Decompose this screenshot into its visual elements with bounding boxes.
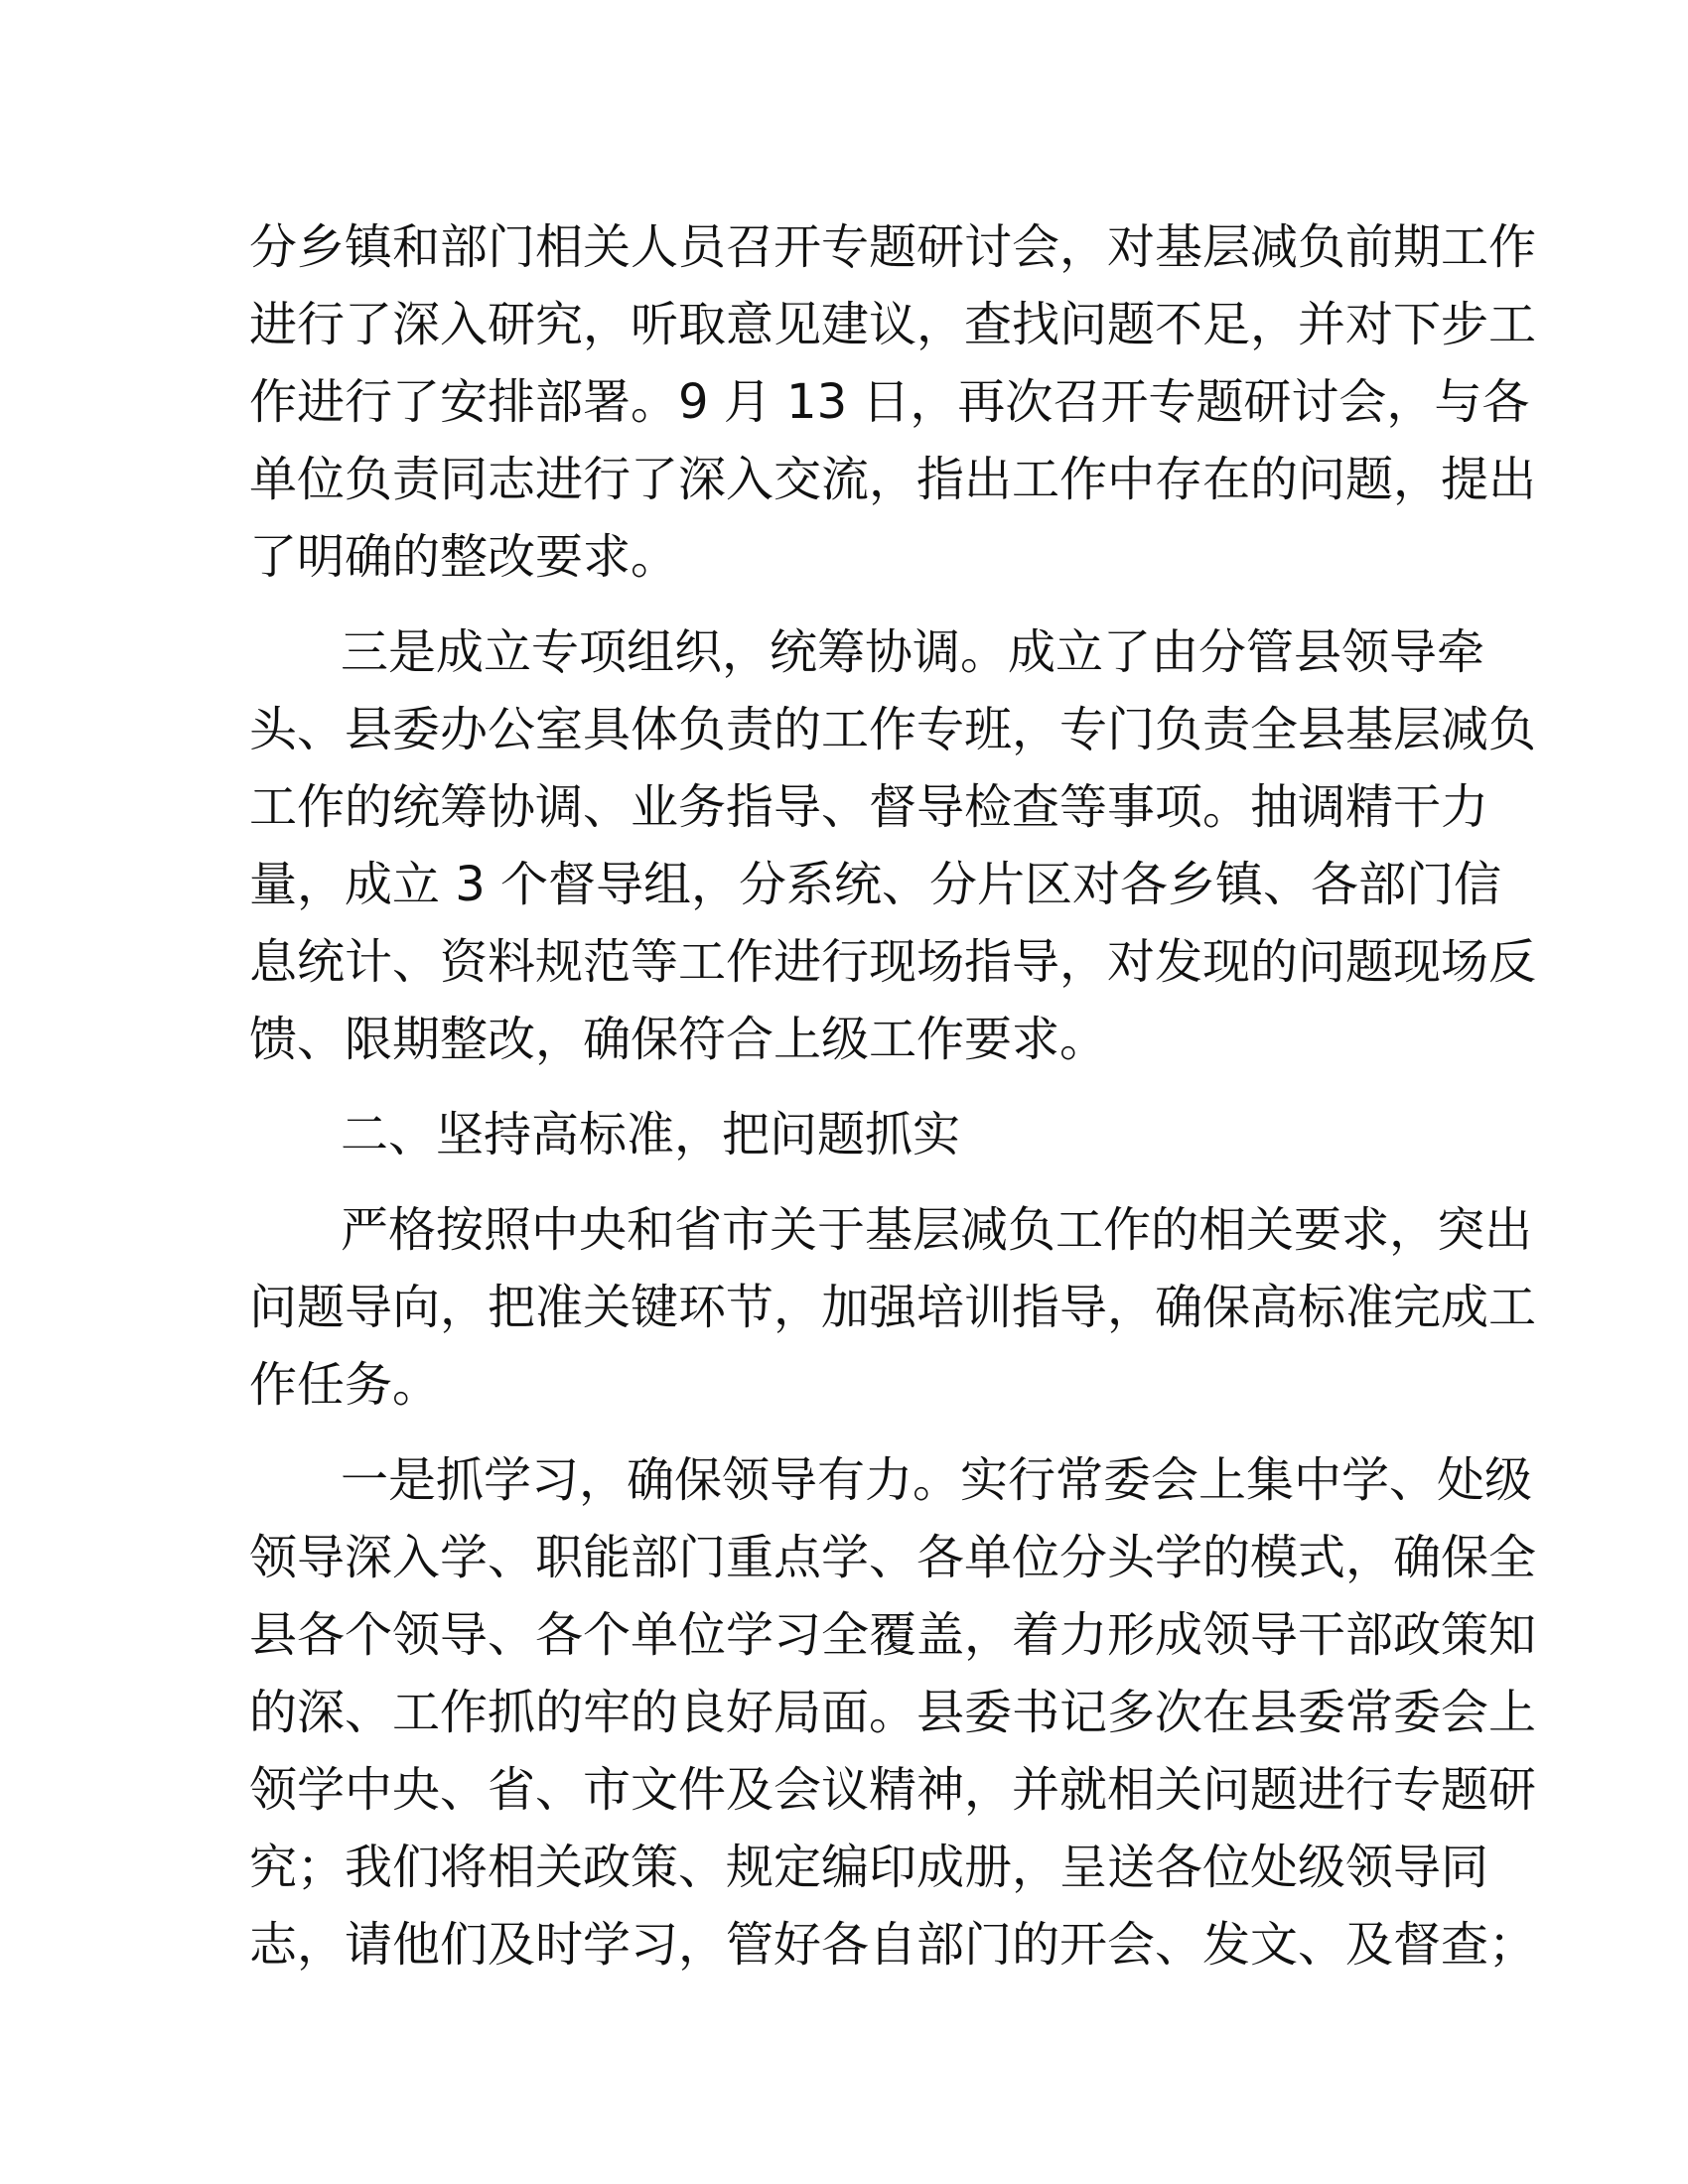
text-line: 领学中央、省、市文件及会议精神，并就相关问题进行专题研	[249, 1762, 1537, 1818]
text-line: 息统计、资料规范等工作进行现场指导，对发现的问题现场反	[249, 934, 1537, 990]
text-line: 头、县委办公室具体负责的工作专班，专门负责全县基层减负	[249, 702, 1537, 757]
text-line: 了明确的整改要求。	[249, 529, 679, 585]
text-line: 领导深入学、职能部门重点学、各单位分头学的模式，确保全	[249, 1530, 1537, 1585]
text-line: 单位负责同志进行了深入交流，指出工作中存在的问题，提出	[249, 452, 1537, 507]
text-line: 作进行了安排部署。9 月 13 日，再次召开专题研讨会，与各	[249, 374, 1530, 430]
text-line: 分乡镇和部门相关人员召开专题研讨会，对基层减负前期工作	[249, 219, 1537, 275]
text-line: 馈、限期整改，确保符合上级工作要求。	[249, 1012, 1108, 1067]
text-line: 志，请他们及时学习，管好各自部门的开会、发文、及督查；	[249, 1917, 1537, 1973]
text-line: 严格按照中央和省市关于基层减负工作的相关要求，突出	[341, 1202, 1533, 1258]
text-line: 量，成立 3 个督导组，分系统、分片区对各乡镇、各部门信	[249, 857, 1502, 912]
paragraph-2	[249, 614, 1537, 1078]
text-line: 三是成立专项组织，统筹协调。成立了由分管县领导牵	[341, 624, 1485, 680]
text-line: 究；我们将相关政策、规定编印成册，呈送各位处级领导同	[249, 1840, 1489, 1895]
text-line: 县各个领导、各个单位学习全覆盖，着力形成领导干部政策知	[249, 1607, 1537, 1663]
text-line: 工作的统筹协调、业务指导、督导检查等事项。抽调精干力	[249, 779, 1489, 835]
text-line: 一是抓学习，确保领导有力。实行常委会上集中学、处级	[341, 1452, 1533, 1508]
text-line: 作任务。	[249, 1357, 441, 1413]
paragraph-1	[249, 208, 1537, 596]
paragraph-4	[249, 1441, 1537, 1983]
document-body	[249, 208, 1537, 2001]
text-line: 的深、工作抓的牢的良好局面。县委书记多次在县委常委会上	[249, 1685, 1537, 1740]
text-line: 问题导向，把准关键环节，加强培训指导，确保高标准完成工	[249, 1280, 1537, 1335]
heading-text: 二、坚持高标准，把问题抓实	[341, 1107, 961, 1162]
paragraph-3	[249, 1191, 1537, 1424]
text-line: 进行了深入研究，听取意见建议，查找问题不足，并对下步工	[249, 297, 1537, 352]
section-heading	[249, 1096, 1441, 1173]
